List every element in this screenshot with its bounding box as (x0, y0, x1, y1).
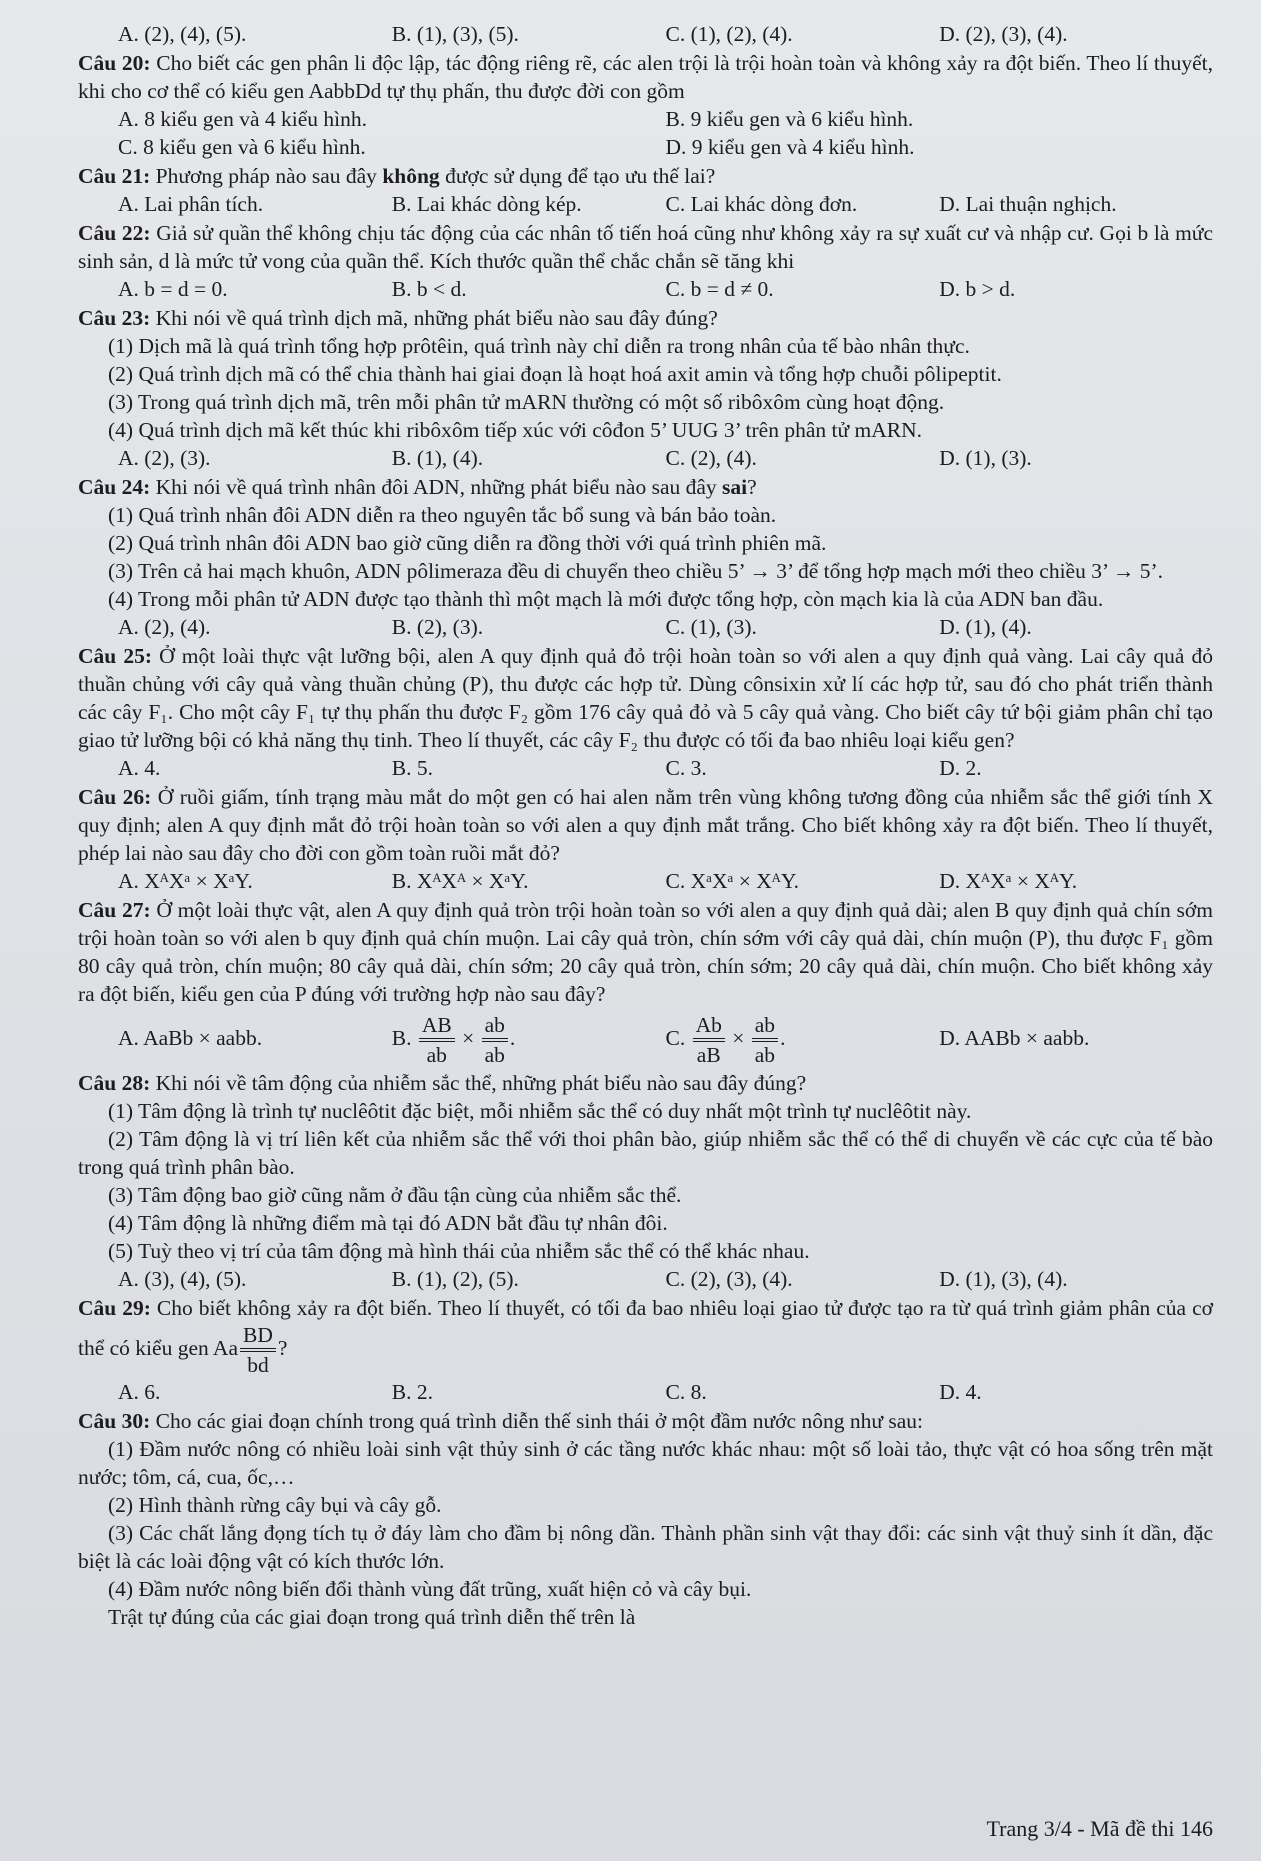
q23-option-a: A. (2), (3). (118, 446, 211, 470)
question-25 (78, 642, 1213, 782)
q28-option-c: C. (2), (3), (4). (665, 1267, 793, 1292)
q23-option-b: B. (1), (4). (391, 446, 484, 470)
q27-text: Ở một loài thực vật, alen A quy định quả tròn trội hoàn toàn so với alen a quy định quả dài; alen B quy định quả chín sớm trội hoàn toàn so với alen b quy định quả chín muộn. Lai cây quả tròn, chín sớm với cây quả dài, chín muộn (P), thu được F₁ gồm 80 cây quả tròn, chín muộn; 80 cây quả dài, chín sớm; 20 cây quả tròn, chín sớm; 20 cây quả dài, chín muộn. Cho biết không xảy ra đột biến, kiểu gen của P đúng với trường hợp nào sau đây? (78, 898, 1214, 1006)
fraction-numerator: AB (419, 1012, 455, 1042)
q21-text-c: được sử dụng để tạo ưu thế lai? (439, 164, 716, 188)
fraction-denominator: ab (484, 1043, 505, 1068)
q24-text-a: Khi nói về quá trình nhân đôi ADN, những phát biểu nào sau đây (155, 475, 723, 499)
q26-option-c: C. XᵃXᵃ × XᴬY. (665, 869, 800, 893)
q23-statement-3: (3) Trong quá trình dịch mã, trên mỗi phân tử mARN thường có một số ribôxôm cùng hoạt động. (108, 390, 945, 414)
fraction-numerator: ab (752, 1012, 778, 1042)
q28-option-b: B. (1), (2), (5). (391, 1267, 519, 1292)
q26-options (78, 867, 1213, 895)
q28-statement-1: (1) Tâm động là trình tự nuclêôtit đặc biệt, mỗi nhiễm sắc thể có duy nhất một trình tự nuclêôtit này. (108, 1099, 972, 1124)
q19-options (78, 20, 1213, 48)
q19-option-c: C. (1), (2), (4). (665, 22, 793, 46)
q27-option-c-fraction-2 (752, 1012, 778, 1068)
q27-options (78, 1008, 1213, 1068)
q23-number: Câu 23: (78, 306, 151, 330)
q28-text: Khi nói về tâm động của nhiễm sắc thể, những phát biểu nào sau đây đúng? (155, 1071, 807, 1096)
q27-option-b-fraction-1 (419, 1012, 455, 1068)
q20-option-d: D. 9 kiểu gen và 4 kiểu hình. (665, 135, 915, 159)
q30-statement-1: (1) Đầm nước nông có nhiều loài sinh vật thủy sinh ở các tầng nước khác nhau: một số loài tảo, thực vật có hoa sống trên mặt nước; tôm, cá, cua, ốc,… (78, 1437, 1213, 1490)
q24-option-a: A. (2), (4). (118, 615, 211, 639)
question-26 (78, 783, 1213, 895)
question-27 (78, 896, 1213, 1068)
fraction-denominator: aB (696, 1043, 721, 1068)
q21-option-c: C. Lai khác dòng đơn. (665, 192, 858, 216)
q25-options (78, 754, 1213, 782)
q27-option-d: D. AABb × aabb. (939, 1026, 1090, 1050)
q21-number: Câu 21: (78, 164, 151, 188)
q29-option-b: B. 2. (391, 1380, 433, 1405)
q25-option-a: A. 4. (118, 756, 161, 780)
q27-option-c-fraction-1 (693, 1012, 725, 1068)
question-22 (78, 219, 1213, 303)
fraction-numerator: Ab (693, 1012, 725, 1042)
q20-stem (78, 49, 1213, 105)
q24-options (78, 613, 1213, 641)
q22-number: Câu 22: (78, 221, 151, 245)
fraction-numerator: ab (482, 1012, 508, 1042)
q21-text-a: Phương pháp nào sau đây (155, 164, 383, 188)
q24-option-d: D. (1), (4). (939, 615, 1032, 639)
q25-option-b: B. 5. (391, 756, 433, 780)
q24-text-c: ? (747, 475, 757, 499)
q29-text: Cho biết không xảy ra đột biến. Theo lí thuyết, có tối đa bao nhiêu loại giao tử được tạo ra từ quá trình giảm phân của cơ thể có kiểu gen Aa (78, 1296, 1213, 1360)
q20-option-c: C. 8 kiểu gen và 6 kiểu hình. (118, 135, 366, 159)
q24-statement-1: (1) Quá trình nhân đôi ADN diễn ra theo nguyên tắc bổ sung và bán bảo toàn. (108, 503, 777, 527)
q20-text: Cho biết các gen phân li độc lập, tác động riêng rẽ, các alen trội là trội hoàn toàn và không xảy ra đột biến. Theo lí thuyết, khi cho cơ thể có kiểu gen AabbDd tự thụ phấn, thu được đời con gồm (78, 51, 1213, 103)
q21-text-emphasis: không (382, 164, 440, 188)
q20-number: Câu 20: (78, 51, 151, 75)
q30-prompt: Trật tự đúng của các giai đoạn trong quá trình diễn thế trên là (108, 1605, 636, 1630)
q20-option-a: A. 8 kiểu gen và 4 kiểu hình. (118, 107, 367, 131)
q23-option-c: C. (2), (4). (665, 446, 757, 470)
question-30 (78, 1407, 1213, 1631)
q28-statement-5: (5) Tuỳ theo vị trí của tâm động mà hình thái của nhiễm sắc thể có thể khác nhau. (108, 1239, 810, 1264)
q27-option-b-label: B. (391, 1026, 412, 1050)
fraction-denominator: bd (247, 1353, 269, 1378)
question-21 (78, 162, 1213, 218)
q27-option-a: A. AaBb × aabb. (118, 1026, 263, 1050)
q28-number: Câu 28: (78, 1071, 151, 1096)
q29-number: Câu 29: (78, 1296, 151, 1321)
q23-option-d: D. (1), (3). (939, 446, 1032, 470)
q23-statement-4: (4) Quá trình dịch mã kết thúc khi ribôxôm tiếp xúc với côđon 5’ UUG 3’ trên phân tử mARN. (108, 418, 922, 442)
q30-number: Câu 30: (78, 1409, 151, 1434)
q22-option-b: B. b < d. (391, 277, 467, 301)
q21-option-b: B. Lai khác dòng kép. (391, 192, 582, 216)
fraction-denominator: ab (426, 1043, 447, 1068)
q27-option-b: B. $\frac{AB}{ab}$ × $\frac{ab}{ab}$ . (391, 1013, 516, 1068)
q23-options (78, 444, 1213, 472)
question-23 (78, 304, 1213, 472)
question-20 (78, 49, 1213, 161)
q24-text-emphasis: sai (722, 475, 748, 499)
question-29 (78, 1294, 1213, 1406)
q24-statement-2: (2) Quá trình nhân đôi ADN bao giờ cũng diễn ra đồng thời với quá trình phiên mã. (108, 531, 827, 555)
q25-option-c: C. 3. (665, 756, 707, 780)
q24-option-c: C. (1), (3). (665, 615, 757, 639)
q22-text: Giả sử quần thể không chịu tác động của các nhân tố tiến hoá cũng như không xảy ra sự xuất cư và nhập cư. Gọi b là mức sinh sản, d là mức tử vong của quần thể. Kích thước quần thể chắc chắn sẽ tăng khi (78, 221, 1213, 273)
q23-text: Khi nói về quá trình dịch mã, những phát biểu nào sau đây đúng? (155, 306, 718, 330)
q25-stem (78, 642, 1213, 754)
q26-option-a: A. XᴬXᵃ × XᵃY. (118, 869, 253, 893)
q20-options (78, 105, 1213, 161)
q27-number: Câu 27: (78, 898, 151, 922)
q26-stem (78, 783, 1213, 867)
q29-options (78, 1378, 1213, 1406)
q29-stem (78, 1294, 1213, 1378)
q28-statement-3: (3) Tâm động bao giờ cũng nằm ở đầu tận cùng của nhiễm sắc thể. (108, 1183, 682, 1208)
q24-number: Câu 24: (78, 475, 151, 499)
q27-option-c: C. $\frac{Ab}{aB}$ × $\frac{ab}{ab}$ . (665, 1013, 786, 1068)
q26-text: Ở ruồi giấm, tính trạng màu mắt do một gen có hai alen nằm trên vùng không tương đồng của nhiễm sắc thể giới tính X quy định; alen A quy định mắt đỏ trội hoàn toàn so với alen a quy định mắt trắng. Cho biết không xảy ra đột biến. Theo lí thuyết, phép lai nào sau đây cho đời con gồm toàn ruồi mắt đỏ? (78, 785, 1214, 865)
q28-option-a: A. (3), (4), (5). (118, 1267, 247, 1292)
q19-option-a: A. (2), (4), (5). (118, 22, 247, 46)
q29-option-c: C. 8. (665, 1380, 707, 1405)
q30-text: Cho các giai đoạn chính trong quá trình diễn thế sinh thái ở một đầm nước nông như sau: (155, 1409, 924, 1434)
question-28 (78, 1069, 1213, 1293)
q28-statement-2: (2) Tâm động là vị trí liên kết của nhiễm sắc thể với thoi phân bào, giúp nhiễm sắc thể có thể di chuyển về các cực của tế bào trong quá trình phân bào. (78, 1127, 1213, 1180)
q28-statement-4: (4) Tâm động là những điểm mà tại đó ADN bắt đầu tự nhân đôi. (108, 1211, 668, 1236)
fraction-numerator: BD (240, 1322, 276, 1352)
fraction-denominator: ab (754, 1043, 776, 1068)
page-footer: Trang 3/4 - Mã đề thi 146 (986, 1816, 1213, 1841)
q23-stem (78, 304, 1213, 332)
q23-statement-1: (1) Dịch mã là quá trình tổng hợp prôtêin, quá trình này chỉ diễn ra trong nhân của tế bào nhân thực. (108, 334, 970, 358)
q21-option-d: D. Lai thuận nghịch. (939, 192, 1117, 216)
q22-options (78, 275, 1213, 303)
q27-option-b-fraction-2 (482, 1012, 508, 1068)
q19-option-b: B. (1), (3), (5). (391, 22, 519, 46)
q26-number: Câu 26: (78, 785, 152, 809)
q30-statement-2: (2) Hình thành rừng cây bụi và cây gỗ. (108, 1493, 442, 1518)
q28-option-d: D. (1), (3), (4). (939, 1267, 1068, 1292)
q24-option-b: B. (2), (3). (391, 615, 484, 639)
q29-option-d: D. 4. (939, 1380, 982, 1405)
q29-genotype-fraction (240, 1322, 276, 1378)
q24-statement-3: (3) Trên cả hai mạch khuôn, ADN pôlimeraza đều di chuyển theo chiều 5’ → 3’ để tổng hợp mạch mới theo chiều 3’ → 5’. (108, 559, 1164, 583)
q25-option-d: D. 2. (939, 756, 982, 780)
q21-option-a: A. Lai phân tích. (118, 192, 264, 216)
q20-option-b: B. 9 kiểu gen và 6 kiểu hình. (665, 107, 914, 131)
q25-number: Câu 25: (78, 644, 153, 668)
q29-option-a: A. 6. (118, 1380, 161, 1405)
question-24 (78, 473, 1213, 641)
q26-option-b: B. XᴬXᴬ × XᵃY. (391, 869, 529, 893)
q27-stem (78, 896, 1213, 1008)
q28-options (78, 1265, 1213, 1293)
q24-stem (78, 473, 1213, 501)
q21-options (78, 190, 1213, 218)
q28-stem (78, 1069, 1213, 1097)
q27-option-c-label: C. (665, 1026, 686, 1050)
q22-stem (78, 219, 1213, 275)
q22-option-a: A. b = d = 0. (118, 277, 228, 301)
q23-statement-2: (2) Quá trình dịch mã có thể chia thành hai giai đoạn là hoạt hoá axit amin và tổng hợp chuỗi pôlipeptit. (108, 362, 1002, 386)
q29-text-end: ? (277, 1336, 288, 1360)
q30-stem (78, 1407, 1213, 1435)
q25-text: Ở một loài thực vật lưỡng bội, alen A quy định quả đỏ trội hoàn toàn so với alen a quy định quả vàng. Lai cây quả đỏ thuần chủng với cây quả vàng thuần chủng (P), thu được các hợp tử. Dùng cônsixin xử lí các hợp tử, sau đó cho phát triển thành các cây F₁. Cho một cây F₁ tự thụ phấn thu được F₂ gồm 176 cây quả đỏ và 5 cây quả vàng. Cho biết cây tứ bội giảm phân chỉ tạo giao tử lưỡng bội có khả năng thụ tinh. Theo lí thuyết, các cây F₂ thu được có tối đa bao nhiêu loại kiểu gen? (78, 644, 1213, 752)
q22-option-d: D. b > d. (939, 277, 1016, 301)
q26-option-d: D. XᴬXᵃ × XᴬY. (939, 869, 1078, 893)
q24-statement-4: (4) Trong mỗi phân tử ADN được tạo thành thì một mạch là mới được tổng hợp, còn mạch kia là của ADN ban đầu. (108, 587, 1104, 611)
q22-option-c: C. b = d ≠ 0. (665, 277, 774, 301)
q30-statement-4: (4) Đầm nước nông biến đổi thành vùng đất trũng, xuất hiện cỏ và cây bụi. (108, 1577, 752, 1602)
q30-statement-3: (3) Các chất lắng đọng tích tụ ở đáy làm cho đầm bị nông dần. Thành phần sinh vật thay đổi: các sinh vật thuỷ sinh ít dần, đặc biệt là các loài động vật có kích thước lớn. (78, 1521, 1213, 1574)
q19-option-d: D. (2), (3), (4). (939, 22, 1068, 46)
q21-stem (78, 162, 1213, 190)
